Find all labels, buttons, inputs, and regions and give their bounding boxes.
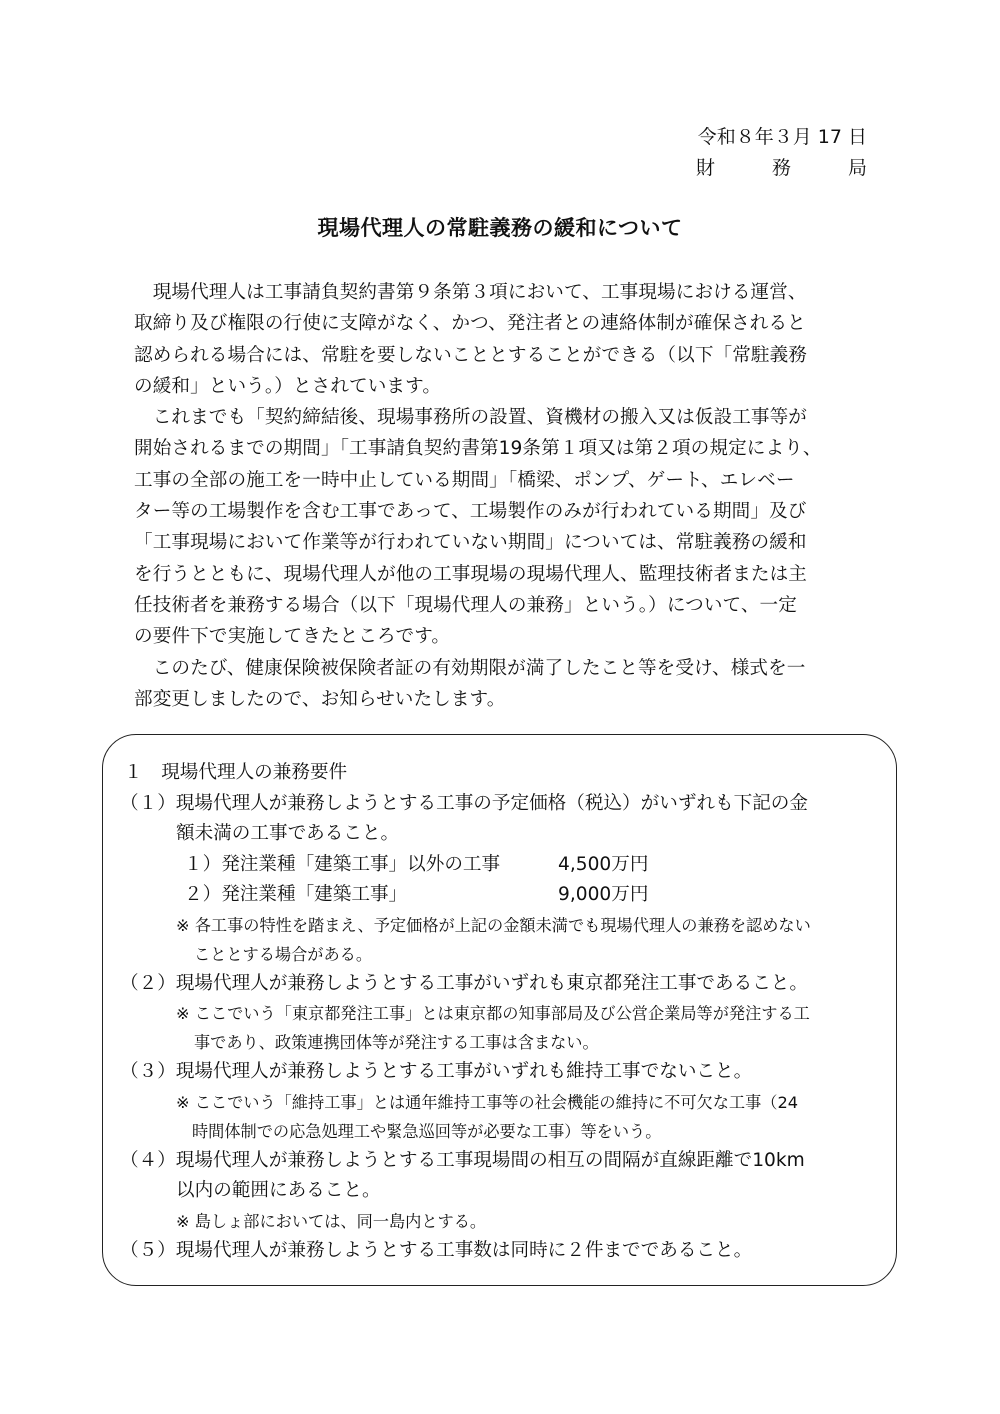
document-title: 現場代理人の常駐義務の緩和について xyxy=(317,216,683,240)
body-line: を行うとともに、現場代理人が他の工事現場の現場代理人、監理技術者または主 xyxy=(134,563,807,585)
body-line: の緩和」という。）とされています。 xyxy=(134,375,442,397)
body-paragraphs xyxy=(134,277,869,715)
requirement-1-line-2: 額未満の工事であること。 xyxy=(176,823,400,844)
requirements-heading: １ 現場代理人の兼務要件 xyxy=(124,762,348,783)
body-line: 認められる場合には、常駐を要しないこととすることができる（以下「常駐義務 xyxy=(134,344,807,366)
body-line: 工事の全部の施工を一時中止している期間」「橋梁、ポンプ、ゲート、エレベー xyxy=(134,469,795,491)
requirement-3-line-1: （３）現場代理人が兼務しようとする工事がいずれも維持工事でないこと。 xyxy=(120,1061,753,1082)
amount-1-label: １）発注業種「建築工事」以外の工事 xyxy=(184,853,501,875)
requirement-2-line-1: （２）現場代理人が兼務しようとする工事がいずれも東京都発注工事であること。 xyxy=(120,972,808,994)
body-line: の要件下で実施してきたところです。 xyxy=(134,626,451,648)
body-line: ター等の工場製作を含む工事であって、工場製作のみが行われている期間」及び xyxy=(134,501,807,523)
issue-date: 令和８年３月 17 日 xyxy=(697,126,867,148)
requirement-1-note-line-1: ※ 各工事の特性を踏まえ、予定価格が上記の金額未満でも現場代理人の兼務を認めない xyxy=(176,915,811,935)
requirement-1-note-line-2: こととする場合がある。 xyxy=(194,944,373,964)
body-line: 開始されるまでの期間」「工事請負契約書第19条第１項又は第２項の規定により、 xyxy=(134,438,822,460)
requirement-4-line-2: 以内の範囲にあること。 xyxy=(176,1180,381,1201)
amount-row-2 xyxy=(124,880,884,911)
requirement-4-note-line-1: ※ 島しょ部においては、同一島内とする。 xyxy=(176,1211,487,1231)
body-line: 取締り及び権限の行使に支障がなく、かつ、発注者との連絡体制が確保されると xyxy=(134,313,806,335)
amount-row-1 xyxy=(124,850,884,881)
requirements-content xyxy=(120,758,884,1266)
requirement-4-line-1: （４）現場代理人が兼務しようとする工事現場間の相互の間隔が直線距離で10km xyxy=(120,1149,805,1171)
document-header xyxy=(696,122,867,184)
body-line: 「工事現場において作業等が行われていない期間」については、常駐義務の緩和 xyxy=(134,532,807,554)
issuing-department: 財 務 局 xyxy=(695,157,867,179)
body-line: 任技術者を兼務する場合（以下「現場代理人の兼務」という。）について、一定 xyxy=(134,594,797,616)
amount-2-label: ２）発注業種「建築工事」 xyxy=(184,884,408,905)
body-line: このたび、健康保険被保険者証の有効期限が満了したこと等を受け、様式を一 xyxy=(134,657,806,679)
body-line: これまでも「契約締結後、現場事務所の設置、資機材の搬入又は仮設工事等が xyxy=(134,407,807,429)
amount-2-value: 9,000万円 xyxy=(558,884,649,905)
requirement-3-note-line-2: 時間体制での応急処理工や緊急巡回等が必要な工事）等をいう。 xyxy=(192,1121,662,1141)
amount-1-value: 4,500万円 xyxy=(558,853,649,875)
requirement-1-line-1: （１）現場代理人が兼務しようとする工事の予定価格（税込）がいずれも下記の金 xyxy=(120,792,808,814)
body-line: 現場代理人は工事請負契約書第９条第３項において、工事現場における運営、 xyxy=(134,282,807,303)
requirement-2-note-line-2: 事であり、政策連携団体等が発注する工事は含まない。 xyxy=(194,1033,599,1052)
requirement-3-note-line-1: ※ ここでいう「維持工事」とは通年維持工事等の社会機能の維持に不可欠な工事（24 xyxy=(176,1092,799,1112)
requirement-5-line-1: （５）現場代理人が兼務しようとする工事数は同時に２件までであること。 xyxy=(120,1239,753,1261)
requirement-2-note-line-1: ※ ここでいう「東京都発注工事」とは東京都の知事部局及び公営企業局等が発注する工 xyxy=(176,1004,810,1023)
body-line: 部変更しましたので、お知らせいたします。 xyxy=(134,688,506,710)
